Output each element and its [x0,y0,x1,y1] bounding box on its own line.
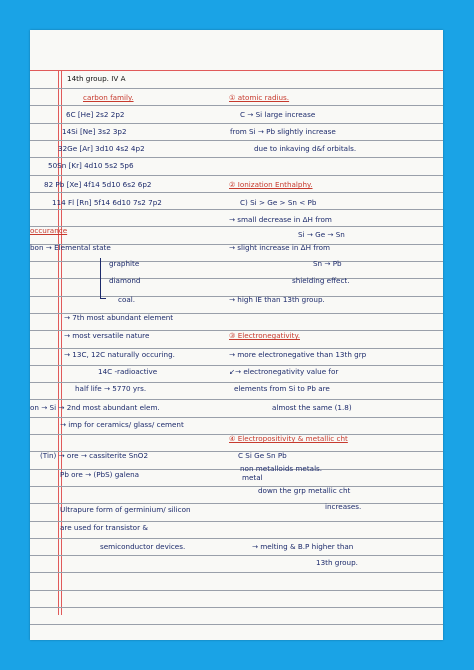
ruled-line [30,399,443,400]
left-line: (Tin) → ore → cassiterite SnO2 [40,451,149,460]
right-line: due to inkaving d&f orbitals. [254,144,357,153]
left-line: bon → Elemental state [30,243,111,252]
ruled-line [30,192,443,193]
left-line: 6C [He] 2s2 2p2 [66,110,125,119]
ruled-line [30,157,443,158]
right-line: ② Ionization Enthalphy. [229,180,313,189]
right-line: elements from Si to Pb are [234,384,330,393]
notebook-page [30,30,443,640]
left-line: 32Ge [Ar] 3d10 4s2 4p2 [58,144,145,153]
left-line: diamond [109,276,141,285]
ruled-line [30,486,443,487]
left-line: → 7th most abundant element [64,313,174,322]
right-line: 13th group. [316,558,358,567]
ruled-line [30,226,443,227]
right-line: ③ Electronegativity. [229,331,300,340]
right-line: C → Si large increase [240,110,316,119]
right-line: metal [242,473,263,482]
left-line: → imp for ceramics/ glass/ cement [60,420,184,429]
right-line: non metalloids metals. [240,464,323,473]
left-line: carbon family. [83,93,134,102]
right-line: ↙→ electronegativity value for [229,367,339,376]
ruled-line [30,261,443,262]
ruled-line [30,175,443,176]
right-line: C Si Ge Sn Pb [238,451,287,460]
page-top-line [30,70,443,71]
left-line: coal. [118,295,136,304]
right-line: shielding effect. [292,276,350,285]
ruled-line [30,521,443,522]
ruled-line [30,209,443,210]
ruled-line [30,278,443,279]
ruled-line [30,538,443,539]
right-line: → melting & B.P higher than [252,542,354,551]
ruled-line [30,624,443,625]
left-line: → 13C, 12C naturally occuring. [64,350,175,359]
right-line: Sn → Pb [313,259,342,268]
right-line: ④ Electropositivity & metallic cht [229,434,348,443]
ruled-line [30,123,443,124]
right-line: ① atomic radius. [229,93,290,102]
left-line: occurance [30,226,68,235]
ruled-line [30,555,443,556]
ruled-line [30,88,443,89]
left-line: 14C -radioactive [98,367,158,376]
ruled-line [30,590,443,591]
left-line: Ultrapure form of germinium/ silicon [60,505,191,514]
right-line: → more electronegative than 13th grp [229,350,367,359]
ruled-line [30,140,443,141]
left-line: on → Si → 2nd most abundant elem. [30,403,160,412]
right-line: → small decrease in ΔH from [229,215,332,224]
left-line: 114 Fl [Rn] 5f14 6d10 7s2 7p2 [52,198,162,207]
right-line: C) Si > Ge > Sn < Pb [240,198,317,207]
right-line: down the grp metallic cht [258,486,351,495]
ruled-line [30,572,443,573]
left-line: 14Si [Ne] 3s2 3p2 [62,127,127,136]
ruled-line [30,382,443,383]
left-line: 14th group. IV A [67,74,126,83]
left-line: Pb ore → (PbS) galena [60,470,140,479]
ruled-line [30,348,443,349]
left-line: 50Sn [Kr] 4d10 5s2 5p6 [48,161,134,170]
ruled-line [30,607,443,608]
left-line: semiconductor devices. [100,542,186,551]
left-line: → most versatile nature [64,331,150,340]
ruled-line [30,105,443,106]
right-line: from Si → Pb slightly increase [230,127,336,136]
right-line: Si → Ge → Sn [298,230,345,239]
left-line: are used for transistor & [60,523,148,532]
right-line: almost the same (1.8) [272,403,352,412]
right-line: → high IE than 13th group. [229,295,325,304]
ruled-line [30,365,443,366]
right-line: → slight increase in ΔH from [229,243,331,252]
left-line: half life → 5770 yrs. [75,384,147,393]
ruled-line [30,503,443,504]
ruled-line [30,417,443,418]
left-line: graphite [109,259,140,268]
allotrope-brace [100,258,106,299]
left-line: 82 Pb [Xe] 4f14 5d10 6s2 6p2 [44,180,152,189]
right-line: increases. [325,502,362,511]
